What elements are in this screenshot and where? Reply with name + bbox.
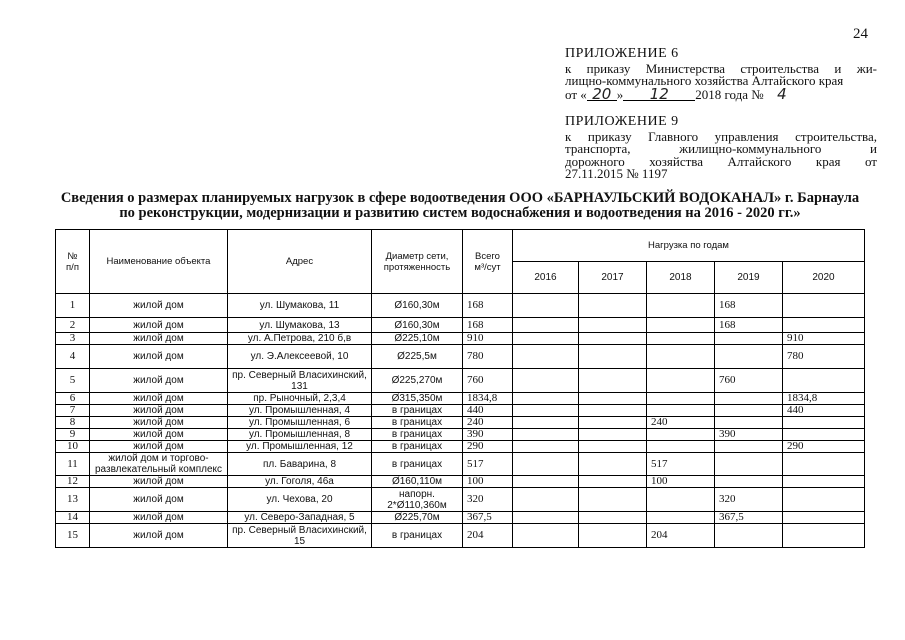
cell-object-name: жилой дом bbox=[90, 476, 228, 488]
cell-load-2016 bbox=[513, 369, 579, 393]
cell-object-name: жилой дом и торгово-развлекательный комплекс bbox=[90, 453, 228, 476]
table-row bbox=[56, 429, 865, 441]
header-year-2016: 2016 bbox=[513, 262, 579, 294]
cell-row-number: 2 bbox=[56, 318, 90, 333]
cell-row-number: 10 bbox=[56, 441, 90, 453]
cell-total: 760 bbox=[463, 369, 513, 393]
cell-load-2020 bbox=[783, 369, 865, 393]
cell-object-name: жилой дом bbox=[90, 512, 228, 524]
cell-address: ул. Э.Алексеевой, 10 bbox=[228, 345, 372, 369]
cell-load-2019 bbox=[715, 345, 783, 369]
cell-object-name: жилой дом bbox=[90, 417, 228, 429]
cell-load-2016 bbox=[513, 318, 579, 333]
appendix-9-line1: к приказу Главного управления строительства, bbox=[565, 128, 877, 144]
cell-address: пр. Северный Власихинский, 131 bbox=[228, 369, 372, 393]
loads-table bbox=[55, 229, 865, 548]
cell-load-2017 bbox=[579, 488, 647, 512]
appendix-9-line2: транспорта, жилищно-коммунального и bbox=[565, 141, 877, 156]
cell-address: ул. Промышленная, 8 bbox=[228, 429, 372, 441]
cell-load-2020 bbox=[783, 318, 865, 333]
cell-object-name: жилой дом bbox=[90, 405, 228, 417]
cell-diameter: в границах bbox=[372, 524, 463, 548]
cell-load-2020 bbox=[783, 429, 865, 441]
header-year-2018: 2018 bbox=[647, 262, 715, 294]
cell-address: ул. Шумакова, 13 bbox=[228, 318, 372, 333]
table-row bbox=[56, 369, 865, 393]
cell-total: 204 bbox=[463, 524, 513, 548]
cell-address: пр. Рыночный, 2,3,4 bbox=[228, 393, 372, 405]
cell-address: ул. Чехова, 20 bbox=[228, 488, 372, 512]
table-row bbox=[56, 333, 865, 345]
page-number: 24 bbox=[853, 26, 868, 42]
table-row bbox=[56, 417, 865, 429]
table-row bbox=[56, 393, 865, 405]
cell-diameter: в границах bbox=[372, 453, 463, 476]
cell-load-2016 bbox=[513, 417, 579, 429]
cell-load-2016 bbox=[513, 333, 579, 345]
appendix-9-line3: дорожного хозяйства Алтайского края от bbox=[565, 153, 877, 169]
cell-load-2017 bbox=[579, 369, 647, 393]
cell-load-2016 bbox=[513, 524, 579, 548]
cell-diameter: Ø160,30м bbox=[372, 318, 463, 333]
cell-load-2016 bbox=[513, 345, 579, 369]
cell-load-2019: 367,5 bbox=[715, 512, 783, 524]
cell-load-2016 bbox=[513, 512, 579, 524]
cell-load-2017 bbox=[579, 524, 647, 548]
cell-object-name: жилой дом bbox=[90, 429, 228, 441]
cell-load-2020 bbox=[783, 476, 865, 488]
header-diameter: Диаметр сети, протяженность bbox=[372, 230, 463, 294]
cell-row-number: 3 bbox=[56, 333, 90, 345]
cell-load-2018 bbox=[647, 512, 715, 524]
cell-load-2017 bbox=[579, 453, 647, 476]
cell-load-2016 bbox=[513, 393, 579, 405]
cell-row-number: 9 bbox=[56, 429, 90, 441]
cell-diameter: напорн. 2*Ø110,360м bbox=[372, 488, 463, 512]
cell-load-2018: 100 bbox=[647, 476, 715, 488]
title-line2: по реконструкции, модернизации и развитию систем водоснабжения и водоотведения на 2016 - 2020 гг.» bbox=[119, 205, 801, 221]
cell-load-2017 bbox=[579, 333, 647, 345]
cell-load-2019: 390 bbox=[715, 429, 783, 441]
cell-load-2019: 760 bbox=[715, 369, 783, 393]
header-year-2019: 2019 bbox=[715, 262, 783, 294]
cell-load-2019 bbox=[715, 524, 783, 548]
date-prefix: от « bbox=[565, 86, 587, 102]
cell-load-2018 bbox=[647, 318, 715, 333]
cell-load-2018 bbox=[647, 345, 715, 369]
cell-object-name: жилой дом bbox=[90, 488, 228, 512]
cell-diameter: в границах bbox=[372, 417, 463, 429]
table-row bbox=[56, 345, 865, 369]
date-month-handwritten: 12 bbox=[623, 88, 695, 102]
cell-address: ул. Северо-Западная, 5 bbox=[228, 512, 372, 524]
cell-row-number: 5 bbox=[56, 369, 90, 393]
cell-load-2016 bbox=[513, 453, 579, 476]
cell-object-name: жилой дом bbox=[90, 393, 228, 405]
cell-load-2017 bbox=[579, 476, 647, 488]
cell-address: ул. Гоголя, 46а bbox=[228, 476, 372, 488]
appendix-9-block bbox=[565, 116, 877, 181]
cell-total: 320 bbox=[463, 488, 513, 512]
cell-load-2018 bbox=[647, 429, 715, 441]
appendix-6-title: ПРИЛОЖЕНИЕ 6 bbox=[565, 46, 679, 61]
cell-total: 100 bbox=[463, 476, 513, 488]
header-year-2017: 2017 bbox=[579, 262, 647, 294]
cell-object-name: жилой дом bbox=[90, 345, 228, 369]
cell-load-2018 bbox=[647, 333, 715, 345]
table-row bbox=[56, 488, 865, 512]
cell-load-2019 bbox=[715, 441, 783, 453]
cell-load-2017 bbox=[579, 318, 647, 333]
cell-load-2020 bbox=[783, 488, 865, 512]
cell-row-number: 11 bbox=[56, 453, 90, 476]
header-load-by-year: Нагрузка по годам bbox=[513, 230, 865, 262]
cell-total: 910 bbox=[463, 333, 513, 345]
cell-load-2017 bbox=[579, 417, 647, 429]
table-row bbox=[56, 524, 865, 548]
cell-diameter: Ø225,70м bbox=[372, 512, 463, 524]
cell-object-name: жилой дом bbox=[90, 441, 228, 453]
cell-row-number: 4 bbox=[56, 345, 90, 369]
cell-address: ул. А.Петрова, 210 б,в bbox=[228, 333, 372, 345]
header-num: № п/п bbox=[56, 230, 90, 294]
cell-row-number: 12 bbox=[56, 476, 90, 488]
order-number-handwritten: 4 bbox=[777, 84, 787, 103]
cell-row-number: 1 bbox=[56, 294, 90, 318]
cell-load-2020: 1834,8 bbox=[783, 393, 865, 405]
cell-diameter: в границах bbox=[372, 405, 463, 417]
cell-load-2017 bbox=[579, 294, 647, 318]
date-year: 2018 года № bbox=[695, 86, 764, 102]
cell-load-2020: 290 bbox=[783, 441, 865, 453]
cell-load-2019: 168 bbox=[715, 294, 783, 318]
table-row bbox=[56, 476, 865, 488]
header-year-2020: 2020 bbox=[783, 262, 865, 294]
cell-address: ул. Шумакова, 11 bbox=[228, 294, 372, 318]
cell-object-name: жилой дом bbox=[90, 318, 228, 333]
cell-load-2016 bbox=[513, 441, 579, 453]
cell-address: ул. Промышленная, 12 bbox=[228, 441, 372, 453]
cell-load-2018: 240 bbox=[647, 417, 715, 429]
cell-diameter: Ø225,10м bbox=[372, 333, 463, 345]
cell-total: 780 bbox=[463, 345, 513, 369]
cell-load-2017 bbox=[579, 345, 647, 369]
cell-load-2019 bbox=[715, 333, 783, 345]
cell-total: 390 bbox=[463, 429, 513, 441]
date-mid: » bbox=[616, 86, 624, 102]
cell-load-2016 bbox=[513, 294, 579, 318]
cell-object-name: жилой дом bbox=[90, 294, 228, 318]
appendix-6-line2: лищно-коммунального хозяйства Алтайского края bbox=[565, 73, 844, 88]
cell-load-2019 bbox=[715, 453, 783, 476]
cell-load-2018 bbox=[647, 488, 715, 512]
cell-load-2017 bbox=[579, 441, 647, 453]
cell-load-2019 bbox=[715, 405, 783, 417]
cell-load-2016 bbox=[513, 488, 579, 512]
cell-address: пр. Северный Власихинский, 15 bbox=[228, 524, 372, 548]
cell-diameter: в границах bbox=[372, 429, 463, 441]
cell-load-2018 bbox=[647, 369, 715, 393]
cell-load-2019: 320 bbox=[715, 488, 783, 512]
cell-load-2017 bbox=[579, 405, 647, 417]
cell-load-2019 bbox=[715, 417, 783, 429]
cell-load-2016 bbox=[513, 476, 579, 488]
table-row bbox=[56, 453, 865, 476]
cell-load-2017 bbox=[579, 393, 647, 405]
cell-load-2020 bbox=[783, 524, 865, 548]
cell-row-number: 15 bbox=[56, 524, 90, 548]
table-row bbox=[56, 318, 865, 333]
cell-row-number: 8 bbox=[56, 417, 90, 429]
cell-object-name: жилой дом bbox=[90, 333, 228, 345]
title-line1: Сведения о размерах планируемых нагрузок в сфере водоотведения ООО «БАРНАУЛЬСКИЙ ВОДОКАНАЛ» г. Барнаула bbox=[60, 190, 860, 206]
cell-total: 168 bbox=[463, 294, 513, 318]
cell-diameter: Ø225,270м bbox=[372, 369, 463, 393]
cell-load-2018 bbox=[647, 405, 715, 417]
cell-diameter: Ø160,110м bbox=[372, 476, 463, 488]
cell-address: ул. Промышленная, 4 bbox=[228, 405, 372, 417]
document-title bbox=[30, 191, 890, 221]
cell-total: 240 bbox=[463, 417, 513, 429]
cell-total: 168 bbox=[463, 318, 513, 333]
cell-load-2016 bbox=[513, 429, 579, 441]
cell-load-2016 bbox=[513, 405, 579, 417]
header-total: Всего м³/сут bbox=[463, 230, 513, 294]
appendix-9-title: ПРИЛОЖЕНИЕ 9 bbox=[565, 114, 679, 129]
cell-load-2020 bbox=[783, 417, 865, 429]
header-name: Наименование объекта bbox=[90, 230, 228, 294]
cell-row-number: 6 bbox=[56, 393, 90, 405]
table-row bbox=[56, 405, 865, 417]
cell-load-2020: 440 bbox=[783, 405, 865, 417]
appendix-6-date-line bbox=[565, 84, 877, 103]
cell-total: 440 bbox=[463, 405, 513, 417]
cell-total: 1834,8 bbox=[463, 393, 513, 405]
cell-load-2020: 910 bbox=[783, 333, 865, 345]
cell-total: 517 bbox=[463, 453, 513, 476]
cell-diameter: Ø225,5м bbox=[372, 345, 463, 369]
date-day-handwritten: 20 bbox=[587, 88, 617, 102]
cell-load-2020 bbox=[783, 294, 865, 318]
cell-address: ул. Промышленная, 6 bbox=[228, 417, 372, 429]
header-address: Адрес bbox=[228, 230, 372, 294]
cell-load-2018 bbox=[647, 393, 715, 405]
cell-total: 367,5 bbox=[463, 512, 513, 524]
cell-row-number: 7 bbox=[56, 405, 90, 417]
cell-diameter: в границах bbox=[372, 441, 463, 453]
cell-load-2020: 780 bbox=[783, 345, 865, 369]
cell-row-number: 14 bbox=[56, 512, 90, 524]
cell-load-2018: 204 bbox=[647, 524, 715, 548]
cell-load-2018: 517 bbox=[647, 453, 715, 476]
cell-load-2020 bbox=[783, 512, 865, 524]
cell-diameter: Ø315,350м bbox=[372, 393, 463, 405]
cell-load-2019 bbox=[715, 393, 783, 405]
cell-object-name: жилой дом bbox=[90, 369, 228, 393]
appendix-6-line1: к приказу Министерства строительства и жи- bbox=[565, 60, 877, 76]
cell-object-name: жилой дом bbox=[90, 524, 228, 548]
table-row bbox=[56, 294, 865, 318]
table-row bbox=[56, 441, 865, 453]
cell-load-2017 bbox=[579, 429, 647, 441]
cell-load-2018 bbox=[647, 294, 715, 318]
cell-load-2018 bbox=[647, 441, 715, 453]
cell-load-2019 bbox=[715, 476, 783, 488]
appendix-6-block bbox=[565, 48, 877, 101]
cell-address: пл. Баварина, 8 bbox=[228, 453, 372, 476]
appendix-9-line4: 27.11.2015 № 1197 bbox=[565, 166, 668, 181]
cell-diameter: Ø160,30м bbox=[372, 294, 463, 318]
cell-total: 290 bbox=[463, 441, 513, 453]
cell-load-2017 bbox=[579, 512, 647, 524]
cell-load-2020 bbox=[783, 453, 865, 476]
cell-row-number: 13 bbox=[56, 488, 90, 512]
table-row bbox=[56, 512, 865, 524]
cell-load-2019: 168 bbox=[715, 318, 783, 333]
